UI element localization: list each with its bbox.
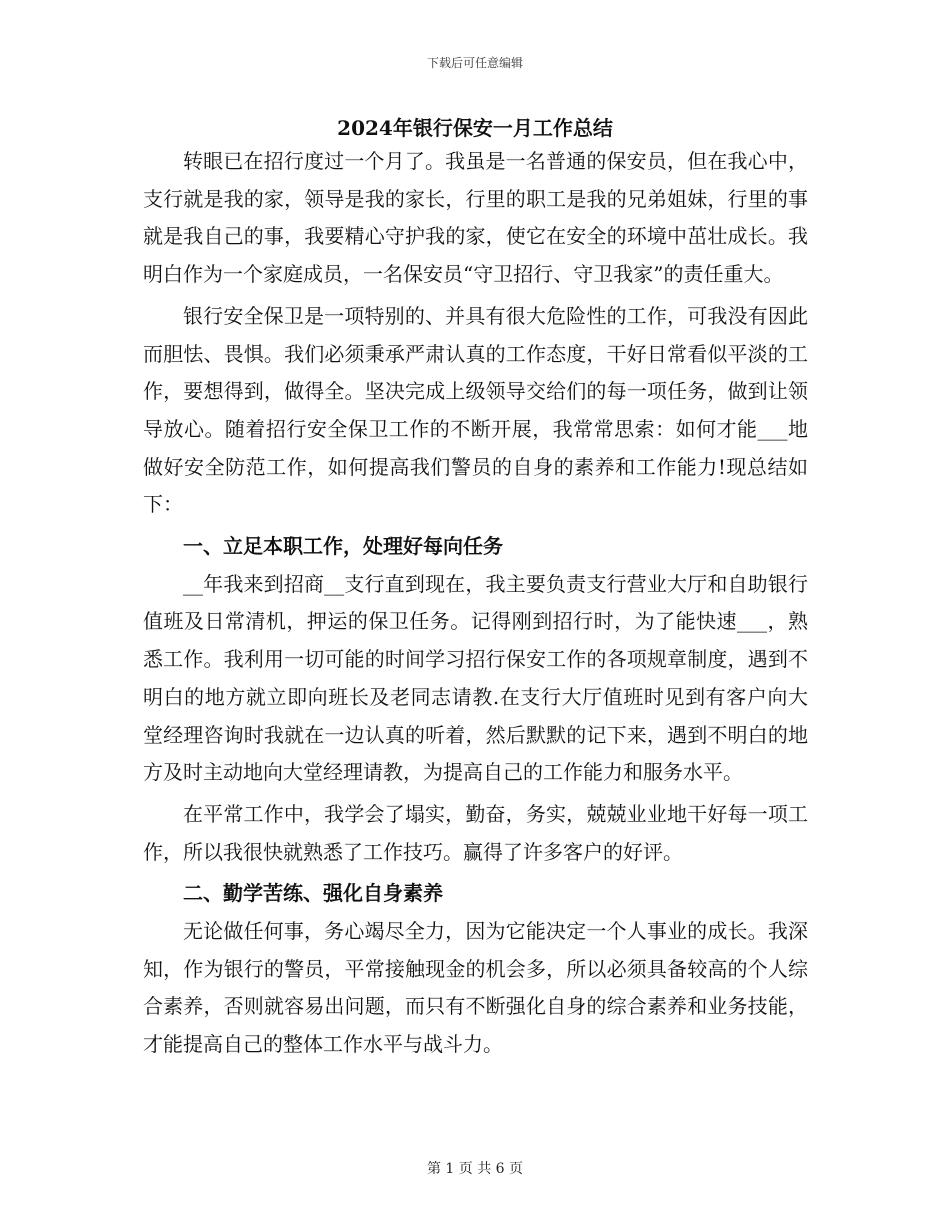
header-note: 下载后可任意编辑 xyxy=(426,56,523,70)
section-heading-1: 一、立足本职工作，处理好每向任务 xyxy=(183,534,503,559)
paragraph-section1-a: __年我来到招商__支行直到现在，我主要负责支行营业大厅和自助银行值班及日常清机，押运的保卫任务。记得刚到招行时，为了能快速___，熟悉工作。我利用一切可能的时间学习招行保安工作的各项规章制度，遇到不明白的地方就立即向班长及老同志请教.在支行大厅值班时见到有客户向大堂经理咨询时我就在一边认真的听着，然后默默的记下来，遇到不明白的地方及时主动地向大堂经理请教，为提高自己的工作能力和服务水平。 xyxy=(143,571,808,785)
document-body xyxy=(143,143,808,1064)
page-number: 第 1 页 共 6 页 xyxy=(426,1161,524,1177)
paragraph-section1-b: 在平常工作中，我学会了塌实，勤奋，务实，兢兢业业地干好每一项工作，所以我很快就熟悉了工作技巧。赢得了许多客户的好评。 xyxy=(143,801,808,864)
paragraph-section2-a: 无论做任何事，务心竭尽全力，因为它能决定一个人事业的成长。我深知，作为银行的警员，平常接触现金的机会多，所以必须具备较高的个人综合素养，否则就容易出问题，而只有不断强化自身的综合素养和业务技能，才能提高自己的整体工作水平与战斗力。 xyxy=(143,919,808,1057)
paragraph-security-work: 银行安全保卫是一项特别的、并具有很大危险性的工作，可我没有因此而胆怯、畏惧。我们必须秉承严肃认真的工作态度，干好日常看似平淡的工作，要想得到，做得全。坚决完成上级领导交给们的每一项任务，做到让领导放心。随着招行安全保卫工作的不断开展，我常常思索：如何才能___地做好安全防范工作，如何提高我们警员的自身的素养和工作能力!现总结如下： xyxy=(143,303,808,517)
section-heading-2: 二、勤学苦练、强化自身素养 xyxy=(183,881,443,906)
document-title: 2024年银行保安一月工作总结 xyxy=(337,116,613,140)
paragraph-intro: 转眼已在招行度过一个月了。我虽是一名普通的保安员，但在我心中，支行就是我的家，领导是我的家长，行里的职工是我的兄弟姐妹，行里的事就是我自己的事，我要精心守护我的家，使它在安全的环境中茁壮成长。我明白作为一个家庭成员，一名保安员“守卫招行、守卫我家”的责任重大。 xyxy=(143,149,808,287)
